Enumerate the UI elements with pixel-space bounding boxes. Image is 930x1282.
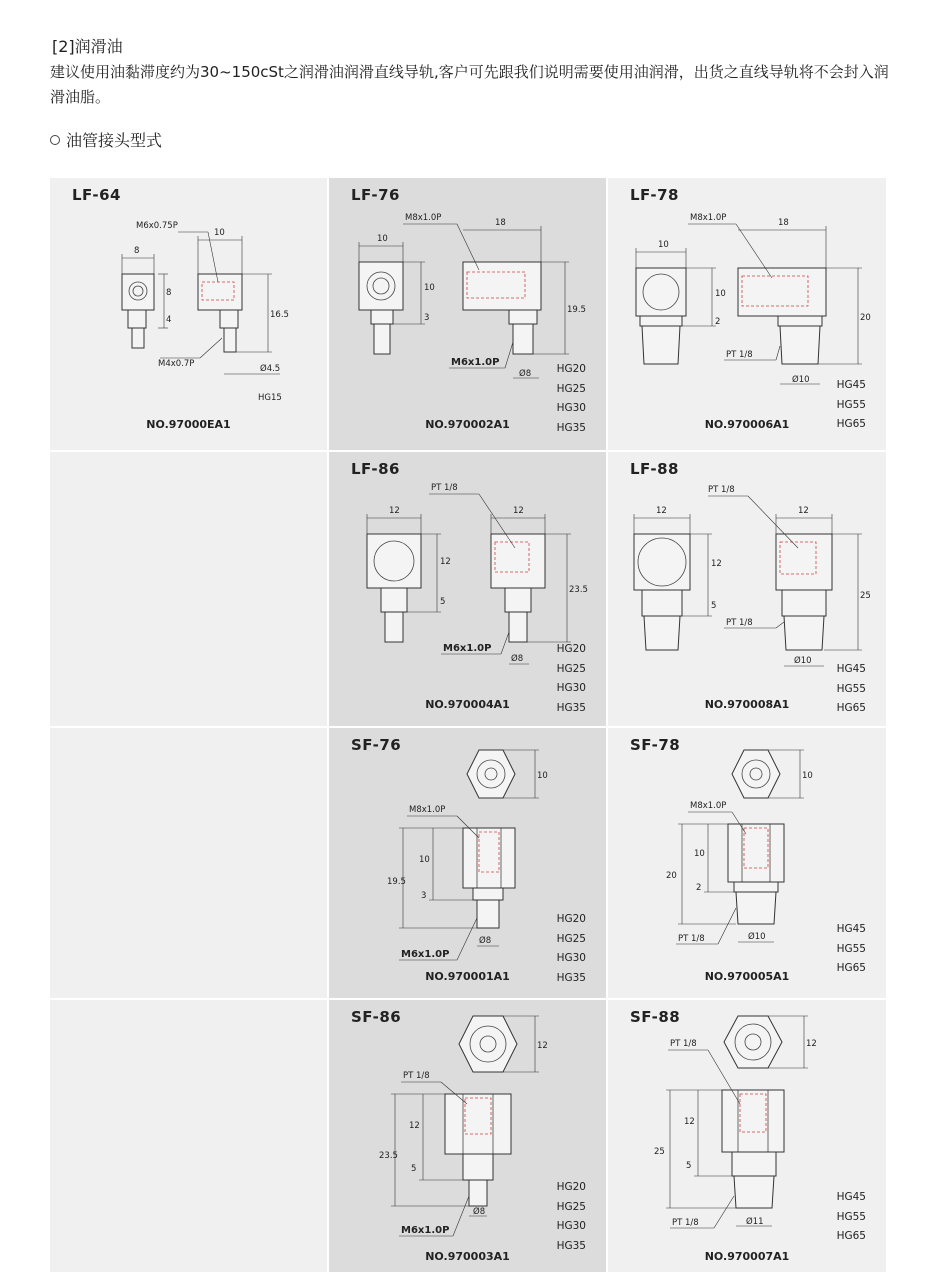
dim-l: 18	[495, 218, 506, 228]
dim-h: 23.5	[379, 1151, 398, 1161]
thread-in: PT 1/8	[403, 1071, 430, 1081]
model-name: LF-88	[630, 460, 679, 478]
dim-d: Ø8	[511, 654, 524, 664]
dim-w: 10	[658, 240, 669, 250]
rail-item: HG30	[556, 682, 586, 694]
thread-in: M8x1.0P	[690, 801, 727, 811]
rail-item: HG25	[556, 382, 586, 395]
dim-a: 10	[424, 283, 435, 293]
dim-a: 10	[694, 849, 705, 859]
rail-item: HG45	[836, 1191, 866, 1203]
thread-out: M4x0.7P	[158, 359, 195, 369]
rail-item: HG30	[556, 402, 586, 414]
empty-cell	[50, 452, 327, 726]
dim-h: 25	[860, 591, 871, 601]
rail-item: HG65	[836, 1230, 866, 1242]
rail-item: HG35	[556, 971, 586, 984]
rail-item: HG65	[836, 418, 866, 430]
model-name: SF-76	[351, 736, 402, 754]
part-number: NO.970006A1	[704, 418, 790, 431]
thread-out: M6x1.0P	[451, 357, 500, 368]
rail-item: HG35	[556, 1239, 586, 1252]
dim-b: 3	[424, 313, 430, 323]
model-name: LF-64	[72, 186, 121, 204]
dim-d: Ø8	[519, 369, 532, 379]
dim-h: 19.5	[567, 305, 586, 315]
part-number: NO.97000EA1	[146, 418, 231, 431]
thread-out: M6x1.0P	[443, 643, 492, 654]
section-description: 建议使用油黏滞度约为30~150cSt之润滑油润滑直线导轨,客户可先跟我们说明需要使用油润滑，出货之直线导轨将不会封入润滑油脂。	[50, 63, 889, 106]
dim-a: 8	[166, 288, 172, 298]
thread-in: M8x1.0P	[405, 213, 442, 223]
rail-item: HG35	[556, 701, 586, 714]
dim-d: Ø10	[748, 932, 766, 942]
model-name: SF-78	[630, 736, 681, 754]
dim-a: 10	[715, 289, 726, 299]
rail-item: HG65	[836, 962, 866, 974]
thread-in: PT 1/8	[708, 485, 735, 495]
dim-a: 10	[419, 855, 430, 865]
thread-in: M8x1.0P	[690, 213, 727, 223]
thread-in: PT 1/8	[431, 483, 458, 493]
dim-b: 2	[696, 883, 702, 893]
thread-in: M8x1.0P	[409, 805, 446, 815]
dim-a: 12	[711, 559, 722, 569]
thread-out: PT 1/8	[672, 1218, 699, 1228]
dim-b: 5	[411, 1164, 417, 1174]
part-number: NO.970008A1	[704, 698, 790, 711]
thread-in: M6x0.75P	[136, 221, 178, 231]
dim-l: 12	[513, 506, 524, 516]
dim-b: 4	[166, 315, 172, 325]
rail-item: HG55	[836, 682, 866, 695]
rail-item: HG30	[556, 1220, 586, 1232]
dim-d: Ø4.5	[260, 364, 281, 374]
rail-item: HG25	[556, 662, 586, 675]
rail-item: HG25	[556, 1200, 586, 1213]
fitting-table	[50, 178, 884, 1270]
fitting-cell-sf76	[329, 728, 606, 998]
thread-out: PT 1/8	[726, 618, 753, 628]
rail-item: HG45	[836, 663, 866, 675]
dim-d: Ø10	[794, 656, 812, 666]
dim-h: 20	[860, 313, 871, 323]
dim-h: 19.5	[387, 877, 406, 887]
model-name: LF-78	[630, 186, 679, 204]
dim-a: 12	[440, 557, 451, 567]
model-name: LF-86	[351, 460, 400, 478]
lf64-drawing	[50, 178, 327, 450]
dim-b: 5	[711, 601, 717, 611]
dim-h: 23.5	[569, 585, 588, 595]
dim-h: 25	[654, 1147, 665, 1157]
part-number: NO.970001A1	[425, 970, 510, 983]
part-number: NO.970007A1	[704, 1250, 790, 1263]
dim-hex: 10	[802, 771, 813, 781]
part-number: NO.970003A1	[425, 1250, 510, 1263]
dim-h: 20	[666, 871, 677, 881]
empty-cell	[50, 728, 327, 998]
dim-b: 3	[421, 891, 427, 901]
dim-a: 12	[409, 1121, 420, 1131]
model-name: SF-88	[630, 1008, 681, 1026]
rail-item: HG45	[836, 379, 866, 391]
dim-b: 5	[440, 597, 446, 607]
thread-out: M6x1.0P	[401, 1225, 450, 1236]
rail-item: HG20	[556, 913, 586, 925]
rail-hg15: HG15	[258, 393, 282, 403]
fitting-cell-sf78	[608, 728, 886, 998]
circle-bullet-icon	[50, 135, 60, 145]
section-title: [2]润滑油	[52, 37, 123, 56]
rail-list	[557, 1178, 586, 1256]
rail-item: HG45	[836, 923, 866, 935]
empty-cell	[50, 1000, 327, 1272]
rail-item: HG25	[556, 932, 586, 945]
subsection-title-text: 油管接头型式	[66, 131, 163, 150]
rail-item: HG20	[556, 643, 586, 655]
dim-hex: 10	[537, 771, 548, 781]
dim-hex: 12	[806, 1039, 817, 1049]
thread-in: PT 1/8	[670, 1039, 697, 1049]
thread-out: PT 1/8	[726, 350, 753, 360]
rail-item: HG65	[836, 702, 866, 714]
dim-w: 10	[377, 234, 388, 244]
rail-item: HG20	[556, 363, 586, 375]
fitting-cell-lf86	[329, 452, 606, 726]
dim-l: 12	[798, 506, 809, 516]
dim-a: 12	[684, 1117, 695, 1127]
dim-b: 5	[686, 1161, 692, 1171]
rail-item: HG55	[836, 1210, 866, 1223]
dim-hex: 12	[537, 1041, 548, 1051]
rail-list	[837, 1188, 866, 1247]
dim-w: 12	[656, 506, 667, 516]
dim-d: Ø8	[479, 936, 492, 946]
fitting-cell-sf86	[329, 1000, 606, 1272]
dim-b: 2	[715, 317, 721, 327]
rail-item: HG20	[556, 1181, 586, 1193]
part-number: NO.970005A1	[704, 970, 790, 983]
dim-l: 10	[214, 228, 225, 238]
model-name: LF-76	[351, 186, 400, 204]
part-number: NO.970004A1	[425, 698, 510, 711]
part-number: NO.970002A1	[425, 418, 510, 431]
thread-out: PT 1/8	[678, 934, 705, 944]
fitting-cell-lf64	[50, 178, 327, 450]
subsection-title	[50, 128, 162, 151]
dim-d: Ø8	[473, 1207, 486, 1217]
dim-l: 18	[778, 218, 789, 228]
dim-w: 12	[389, 506, 400, 516]
rail-item: HG30	[556, 952, 586, 964]
rail-item: HG55	[836, 398, 866, 411]
fitting-cell-lf78	[608, 178, 886, 450]
fitting-cell-lf88	[608, 452, 886, 726]
fitting-cell-sf88	[608, 1000, 886, 1272]
rail-item: HG55	[836, 942, 866, 955]
dim-w: 8	[134, 246, 140, 256]
fitting-cell-lf76	[329, 178, 606, 450]
dim-d: Ø10	[792, 375, 810, 385]
dim-d: Ø11	[746, 1217, 764, 1227]
dim-h: 16.5	[270, 310, 289, 320]
model-name: SF-86	[351, 1008, 402, 1026]
thread-out: M6x1.0P	[401, 949, 450, 960]
rail-item: HG35	[556, 421, 586, 434]
